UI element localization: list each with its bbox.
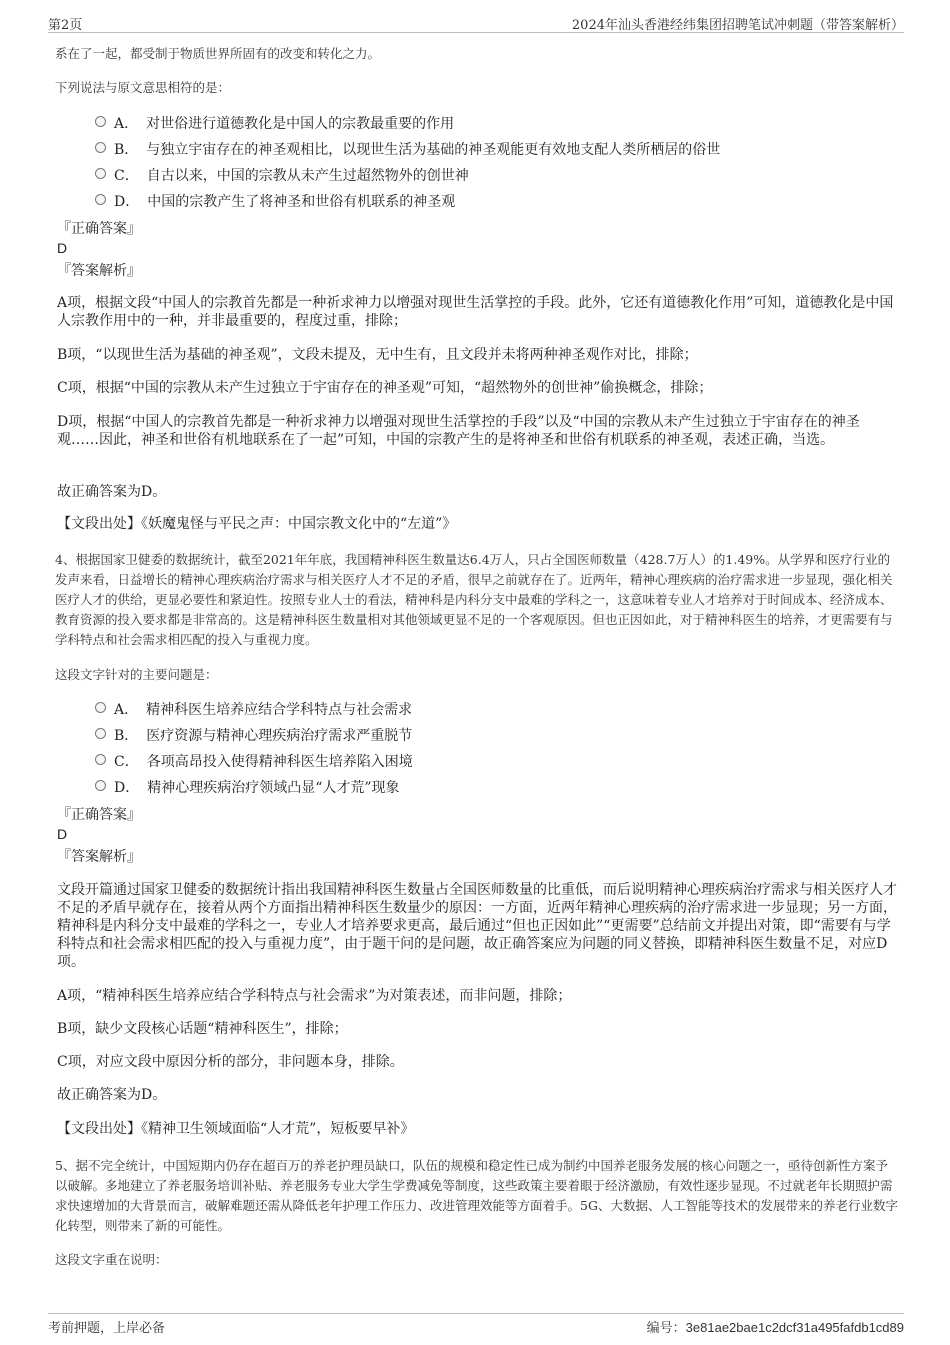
q3-analysis-b: B项，“以现世生活为基础的神圣观”，文段未提及，无中生有，且文段并未将两种神圣观作对比，排除；	[57, 347, 698, 363]
q4-stem: 这段文字针对的主要问题是：	[55, 667, 218, 682]
q4-option-c[interactable]: C． 各项高昂投入使得精神科医生培养陷入困境	[95, 752, 413, 772]
q4-answer: D	[57, 826, 68, 842]
document-id: 编号：3e81ae2bae1c2dcf31a495fafdb1cd89	[646, 1320, 904, 1335]
q4-analysis-b: B项，缺少文段核心话题“精神科医生”，排除；	[57, 1021, 348, 1037]
q5-stem: 这段文字重在说明：	[55, 1252, 168, 1267]
page-footer	[48, 1313, 904, 1335]
radio-icon[interactable]	[95, 142, 106, 153]
q3-analysis-c: C项，根据“中国的宗教从未产生过独立于宇宙存在的神圣观”可知，“超然物外的创世神”偷换概念，排除；	[57, 380, 713, 396]
q3-stem: 下列说法与原文意思相符的是：	[55, 80, 231, 95]
radio-icon[interactable]	[95, 728, 106, 739]
q4-option-d[interactable]: D． 精神心理疾病治疗领域凸显“人才荒”现象	[95, 778, 400, 798]
q4-analysis-a: A项，“精神科医生培养应结合学科特点与社会需求”为对策表述，而非问题，排除；	[57, 988, 572, 1004]
page-header	[48, 14, 904, 33]
q3-analysis-a: A项，根据文段“中国人的宗教首先都是一种祈求神力以增强对现世生活掌控的手段。此外，它还有道德教化作用”可知，道德教化是中国人宗教作用中的一种，并非最重要的，程度过重，排除；	[57, 295, 894, 329]
radio-icon[interactable]	[95, 780, 106, 791]
q4-analysis-c: C项，对应文段中原因分析的部分，非问题本身，排除。	[57, 1054, 404, 1070]
q5-passage: 5、据不完全统计，中国短期内仍存在超百万的养老护理员缺口，队伍的规模和稳定性已成为制约中国养老服务发展的核心问题之一，亟待创新性方案予以破解。多地建立了养老服务培训补贴、养老服务专业大学生学费减免等制度，这些政策主要着眼于经济激励，有效性逐步显现。不过就老年长期照护需求快速增加的大背景而言，破解难题还需从降低老年护理工作压力、改进管理效能等方面着手。5G、大数据、人工智能等技术的发展带来的养老行业数字化转型，则带来了新的可能性。	[55, 1158, 898, 1233]
q3-answer-heading: 『正确答案』	[57, 221, 141, 237]
q4-analysis-heading: 『答案解析』	[57, 849, 141, 865]
q4-option-b[interactable]: B． 医疗资源与精神心理疾病治疗需求严重脱节	[95, 726, 412, 746]
radio-icon[interactable]	[95, 754, 106, 765]
q4-option-a[interactable]: A． 精神科医生培养应结合学科特点与社会需求	[95, 700, 412, 720]
q3-option-c[interactable]: C． 自古以来，中国的宗教从未产生过超然物外的创世神	[95, 166, 469, 186]
q4-passage: 4、根据国家卫健委的数据统计，截至2021年年底，我国精神科医生数量达6.4万人，只占全国医师数量（428.7万人）的1.49%。从学界和医疗行业的发声来看，日益增长的精神心理疾病治疗需求与相关医疗人才不足的矛盾，很早之前就存在了。近两年，精神心理疾病的治疗需求进一步显现，强化相关医疗人才的供给，更显必要性和紧迫性。按照专业人士的看法，精神科是内科分支中最难的学科之一，这意味着专业人才培养对于时间成本、经济成本、教育资源的投入要求都是非常高的。这是精神科医生数量相对其他领域更显不足的一个客观原因。但也正因如此，对于精神科医生的培养，才更需要有与学科特点和社会需求相匹配的投入与重视力度。	[55, 552, 893, 647]
q4-analysis-main: 文段开篇通过国家卫健委的数据统计指出我国精神科医生数量占全国医师数量的比重低，而后说明精神心理疾病治疗需求与相关医疗人才不足的矛盾早就存在，接着从两个方面指出精神科医生数量少的原因：一方面，近两年精神心理疾病的治疗需求进一步显现；另一方面，精神科是内科分支中最难的学科之一，专业人才培养要求更高，最后通过“但也正因如此”“更需要”总结前文并提出对策，即“需要有与学科特点和社会需求相匹配的投入与重视力度”，由于题干问的是问题，故正确答案应为问题的同义替换，即精神科医生数量不足，对应D项。	[57, 882, 897, 970]
footer-slogan: 考前押题，上岸必备	[48, 1321, 166, 1336]
q3-answer: D	[57, 240, 68, 256]
q3-analysis-heading: 『答案解析』	[57, 263, 141, 279]
q3-analysis-d: D项，根据“中国人的宗教首先都是一种祈求神力以增强对现世生活掌控的手段”以及“中国的宗教从未产生过独立于宇宙存在的神圣观……因此，神圣和世俗有机地联系在了一起”可知，中国的宗教产生的是将神圣和世俗有机联系的神圣观，表述正确，当选。	[57, 414, 860, 448]
q3-passage-tail: 系在了一起，都受制于物质世界所固有的改变和转化之力。	[55, 46, 381, 61]
radio-icon[interactable]	[95, 116, 106, 127]
q4-source: 【文段出处】《精神卫生领域面临“人才荒”，短板要早补》	[57, 1121, 415, 1137]
page-number: 第2页	[48, 18, 83, 33]
radio-icon[interactable]	[95, 168, 106, 179]
radio-icon[interactable]	[95, 194, 106, 205]
q3-option-a[interactable]: A． 对世俗进行道德教化是中国人的宗教最重要的作用	[95, 114, 454, 134]
q3-option-b[interactable]: B． 与独立宇宙存在的神圣观相比，以现世生活为基础的神圣观能更有效地支配人类所栖居的俗世	[95, 140, 720, 160]
radio-icon[interactable]	[95, 702, 106, 713]
q3-conclusion: 故正确答案为D。	[57, 484, 167, 500]
document-title: 2024年汕头香港经纬集团招聘笔试冲刺题（带答案解析）	[571, 18, 904, 33]
q3-source: 【文段出处】《妖魔鬼怪与平民之声：中国宗教文化中的“左道”》	[57, 516, 457, 532]
q4-conclusion: 故正确答案为D。	[57, 1087, 167, 1103]
q4-answer-heading: 『正确答案』	[57, 807, 141, 823]
q3-option-d[interactable]: D． 中国的宗教产生了将神圣和世俗有机联系的神圣观	[95, 192, 455, 212]
